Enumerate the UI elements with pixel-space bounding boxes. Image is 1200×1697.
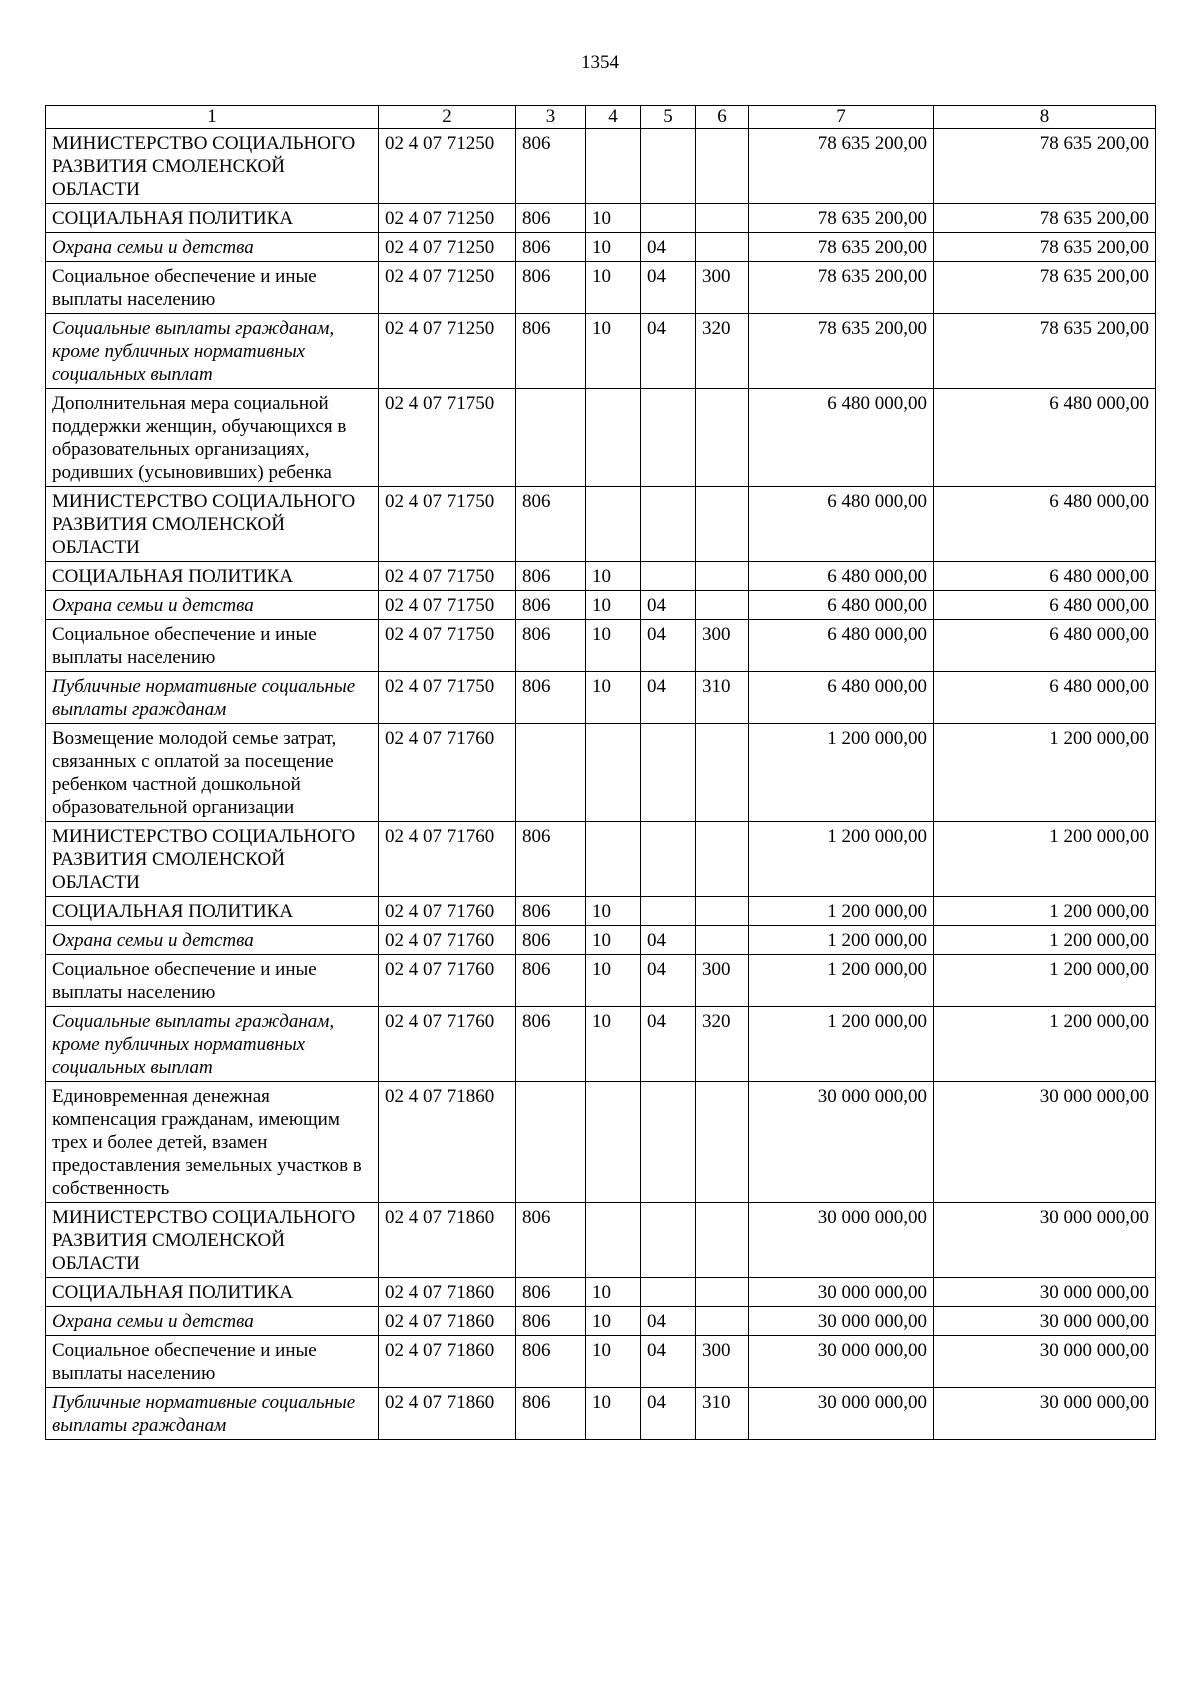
- expense-type-code: [696, 562, 749, 591]
- row-name: Охрана семьи и детства: [46, 591, 379, 620]
- section-code: 10: [586, 620, 641, 672]
- column-header: 5: [641, 106, 696, 129]
- section-code: 10: [586, 1336, 641, 1388]
- column-header: 7: [749, 106, 934, 129]
- ministry-code: 806: [516, 1278, 586, 1307]
- subsection-code: 04: [641, 955, 696, 1007]
- amount-year-1: 1 200 000,00: [749, 897, 934, 926]
- expense-type-code: [696, 822, 749, 897]
- amount-year-1: 30 000 000,00: [749, 1082, 934, 1203]
- subsection-code: [641, 1082, 696, 1203]
- ministry-code: 806: [516, 1203, 586, 1278]
- subsection-code: 04: [641, 926, 696, 955]
- amount-year-1: 30 000 000,00: [749, 1203, 934, 1278]
- row-name: Дополнительная мера социальной поддержки женщин, обучающихся в образовательных организациях, родивших (усыновивших) ребенка: [46, 389, 379, 487]
- expense-type-code: [696, 897, 749, 926]
- expense-type-code: 300: [696, 620, 749, 672]
- ministry-code: 806: [516, 262, 586, 314]
- subsection-code: [641, 389, 696, 487]
- ministry-code: 806: [516, 926, 586, 955]
- row-name: Социальные выплаты гражданам, кроме публичных нормативных социальных выплат: [46, 314, 379, 389]
- section-code: 10: [586, 233, 641, 262]
- target-article-code: 02 4 07 71860: [379, 1336, 516, 1388]
- amount-year-2: 78 635 200,00: [934, 233, 1156, 262]
- page-number: 1354: [581, 52, 619, 73]
- table-row: [46, 204, 1156, 233]
- section-code: 10: [586, 314, 641, 389]
- section-code: 10: [586, 1007, 641, 1082]
- expense-type-code: 310: [696, 1388, 749, 1440]
- table-row: [46, 487, 1156, 562]
- subsection-code: 04: [641, 1007, 696, 1082]
- amount-year-2: 78 635 200,00: [934, 262, 1156, 314]
- row-name: Социальное обеспечение и иные выплаты населению: [46, 620, 379, 672]
- amount-year-1: 78 635 200,00: [749, 262, 934, 314]
- expense-type-code: 310: [696, 672, 749, 724]
- amount-year-1: 30 000 000,00: [749, 1388, 934, 1440]
- target-article-code: 02 4 07 71750: [379, 487, 516, 562]
- section-code: 10: [586, 204, 641, 233]
- subsection-code: 04: [641, 262, 696, 314]
- row-name: Охрана семьи и детства: [46, 926, 379, 955]
- ministry-code: 806: [516, 1007, 586, 1082]
- amount-year-2: 1 200 000,00: [934, 724, 1156, 822]
- subsection-code: 04: [641, 314, 696, 389]
- budget-table: [45, 105, 1156, 1440]
- table-row: [46, 897, 1156, 926]
- ministry-code: 806: [516, 897, 586, 926]
- target-article-code: 02 4 07 71250: [379, 262, 516, 314]
- section-code: 10: [586, 1307, 641, 1336]
- amount-year-2: 78 635 200,00: [934, 204, 1156, 233]
- target-article-code: 02 4 07 71760: [379, 822, 516, 897]
- row-name: МИНИСТЕРСТВО СОЦИАЛЬНОГО РАЗВИТИЯ СМОЛЕНСКОЙ ОБЛАСТИ: [46, 822, 379, 897]
- target-article-code: 02 4 07 71760: [379, 1007, 516, 1082]
- row-name: Социальное обеспечение и иные выплаты населению: [46, 262, 379, 314]
- target-article-code: 02 4 07 71250: [379, 314, 516, 389]
- amount-year-2: 1 200 000,00: [934, 897, 1156, 926]
- section-code: [586, 724, 641, 822]
- target-article-code: 02 4 07 71250: [379, 204, 516, 233]
- expense-type-code: [696, 724, 749, 822]
- amount-year-2: 30 000 000,00: [934, 1082, 1156, 1203]
- amount-year-1: 78 635 200,00: [749, 129, 934, 204]
- amount-year-1: 6 480 000,00: [749, 389, 934, 487]
- amount-year-2: 6 480 000,00: [934, 389, 1156, 487]
- target-article-code: 02 4 07 71760: [379, 955, 516, 1007]
- ministry-code: 806: [516, 204, 586, 233]
- table-row: [46, 1388, 1156, 1440]
- table-row: [46, 562, 1156, 591]
- subsection-code: [641, 562, 696, 591]
- row-name: МИНИСТЕРСТВО СОЦИАЛЬНОГО РАЗВИТИЯ СМОЛЕНСКОЙ ОБЛАСТИ: [46, 129, 379, 204]
- amount-year-1: 30 000 000,00: [749, 1278, 934, 1307]
- amount-year-2: 6 480 000,00: [934, 672, 1156, 724]
- subsection-code: 04: [641, 1336, 696, 1388]
- target-article-code: 02 4 07 71750: [379, 620, 516, 672]
- amount-year-1: 1 200 000,00: [749, 926, 934, 955]
- expense-type-code: 320: [696, 1007, 749, 1082]
- row-name: МИНИСТЕРСТВО СОЦИАЛЬНОГО РАЗВИТИЯ СМОЛЕНСКОЙ ОБЛАСТИ: [46, 487, 379, 562]
- subsection-code: [641, 897, 696, 926]
- ministry-code: [516, 1082, 586, 1203]
- row-name: Единовременная денежная компенсация гражданам, имеющим трех и более детей, взамен предоставления земельных участков в собственность: [46, 1082, 379, 1203]
- section-code: [586, 487, 641, 562]
- subsection-code: 04: [641, 1388, 696, 1440]
- column-header: 4: [586, 106, 641, 129]
- target-article-code: 02 4 07 71760: [379, 926, 516, 955]
- table-row: [46, 1336, 1156, 1388]
- amount-year-1: 78 635 200,00: [749, 204, 934, 233]
- subsection-code: 04: [641, 620, 696, 672]
- row-name: Социальное обеспечение и иные выплаты населению: [46, 1336, 379, 1388]
- section-code: 10: [586, 672, 641, 724]
- table-row: [46, 389, 1156, 487]
- table-row: [46, 1007, 1156, 1082]
- row-name: Охрана семьи и детства: [46, 233, 379, 262]
- amount-year-1: 6 480 000,00: [749, 620, 934, 672]
- table-body: [46, 129, 1156, 1440]
- table-row: [46, 620, 1156, 672]
- table-row: [46, 724, 1156, 822]
- expense-type-code: [696, 204, 749, 233]
- expense-type-code: [696, 233, 749, 262]
- section-code: 10: [586, 955, 641, 1007]
- ministry-code: [516, 724, 586, 822]
- row-name: СОЦИАЛЬНАЯ ПОЛИТИКА: [46, 1278, 379, 1307]
- row-name: Публичные нормативные социальные выплаты гражданам: [46, 672, 379, 724]
- section-code: 10: [586, 1388, 641, 1440]
- amount-year-2: 6 480 000,00: [934, 562, 1156, 591]
- table-row: [46, 591, 1156, 620]
- amount-year-2: 6 480 000,00: [934, 487, 1156, 562]
- section-code: 10: [586, 1278, 641, 1307]
- ministry-code: 806: [516, 1388, 586, 1440]
- table-row: [46, 262, 1156, 314]
- subsection-code: 04: [641, 233, 696, 262]
- amount-year-2: 6 480 000,00: [934, 591, 1156, 620]
- amount-year-2: 1 200 000,00: [934, 1007, 1156, 1082]
- expense-type-code: 300: [696, 1336, 749, 1388]
- amount-year-2: 1 200 000,00: [934, 926, 1156, 955]
- row-name: СОЦИАЛЬНАЯ ПОЛИТИКА: [46, 562, 379, 591]
- row-name: СОЦИАЛЬНАЯ ПОЛИТИКА: [46, 897, 379, 926]
- amount-year-1: 30 000 000,00: [749, 1336, 934, 1388]
- amount-year-1: 30 000 000,00: [749, 1307, 934, 1336]
- expense-type-code: 300: [696, 955, 749, 1007]
- expense-type-code: [696, 129, 749, 204]
- amount-year-1: 1 200 000,00: [749, 1007, 934, 1082]
- table-row: [46, 822, 1156, 897]
- expense-type-code: 320: [696, 314, 749, 389]
- ministry-code: [516, 389, 586, 487]
- column-header: 3: [516, 106, 586, 129]
- row-name: Охрана семьи и детства: [46, 1307, 379, 1336]
- section-code: [586, 129, 641, 204]
- row-name: СОЦИАЛЬНАЯ ПОЛИТИКА: [46, 204, 379, 233]
- amount-year-1: 78 635 200,00: [749, 314, 934, 389]
- table-row: [46, 1203, 1156, 1278]
- subsection-code: [641, 822, 696, 897]
- expense-type-code: 300: [696, 262, 749, 314]
- expense-type-code: [696, 1307, 749, 1336]
- amount-year-1: 1 200 000,00: [749, 955, 934, 1007]
- target-article-code: 02 4 07 71860: [379, 1278, 516, 1307]
- subsection-code: 04: [641, 1307, 696, 1336]
- expense-type-code: [696, 389, 749, 487]
- column-header: 2: [379, 106, 516, 129]
- expense-type-code: [696, 1082, 749, 1203]
- section-code: 10: [586, 926, 641, 955]
- subsection-code: [641, 1203, 696, 1278]
- ministry-code: 806: [516, 129, 586, 204]
- amount-year-2: 78 635 200,00: [934, 129, 1156, 204]
- expense-type-code: [696, 1278, 749, 1307]
- amount-year-1: 6 480 000,00: [749, 591, 934, 620]
- section-code: [586, 1082, 641, 1203]
- ministry-code: 806: [516, 620, 586, 672]
- table-row: [46, 672, 1156, 724]
- ministry-code: 806: [516, 487, 586, 562]
- subsection-code: 04: [641, 672, 696, 724]
- row-name: Социальные выплаты гражданам, кроме публичных нормативных социальных выплат: [46, 1007, 379, 1082]
- amount-year-1: 1 200 000,00: [749, 724, 934, 822]
- ministry-code: 806: [516, 314, 586, 389]
- subsection-code: [641, 129, 696, 204]
- table-row: [46, 1278, 1156, 1307]
- table-row: [46, 1307, 1156, 1336]
- column-header: 1: [46, 106, 379, 129]
- row-name: МИНИСТЕРСТВО СОЦИАЛЬНОГО РАЗВИТИЯ СМОЛЕНСКОЙ ОБЛАСТИ: [46, 1203, 379, 1278]
- target-article-code: 02 4 07 71860: [379, 1082, 516, 1203]
- amount-year-1: 6 480 000,00: [749, 487, 934, 562]
- target-article-code: 02 4 07 71860: [379, 1307, 516, 1336]
- table-row: [46, 926, 1156, 955]
- target-article-code: 02 4 07 71760: [379, 897, 516, 926]
- ministry-code: 806: [516, 1336, 586, 1388]
- amount-year-2: 30 000 000,00: [934, 1203, 1156, 1278]
- section-code: 10: [586, 562, 641, 591]
- expense-type-code: [696, 487, 749, 562]
- target-article-code: 02 4 07 71860: [379, 1388, 516, 1440]
- target-article-code: 02 4 07 71250: [379, 233, 516, 262]
- amount-year-2: 30 000 000,00: [934, 1388, 1156, 1440]
- column-number-row: [46, 106, 1156, 129]
- amount-year-1: 78 635 200,00: [749, 233, 934, 262]
- ministry-code: 806: [516, 233, 586, 262]
- section-code: 10: [586, 591, 641, 620]
- ministry-code: 806: [516, 822, 586, 897]
- row-name: Возмещение молодой семье затрат, связанных с оплатой за посещение ребенком частной дошкольной образовательной организации: [46, 724, 379, 822]
- expense-type-code: [696, 1203, 749, 1278]
- ministry-code: 806: [516, 562, 586, 591]
- section-code: [586, 1203, 641, 1278]
- amount-year-1: 6 480 000,00: [749, 562, 934, 591]
- amount-year-1: 6 480 000,00: [749, 672, 934, 724]
- ministry-code: 806: [516, 591, 586, 620]
- target-article-code: 02 4 07 71750: [379, 591, 516, 620]
- amount-year-2: 6 480 000,00: [934, 620, 1156, 672]
- column-header: 8: [934, 106, 1156, 129]
- amount-year-2: 1 200 000,00: [934, 955, 1156, 1007]
- column-header: 6: [696, 106, 749, 129]
- amount-year-2: 30 000 000,00: [934, 1307, 1156, 1336]
- amount-year-1: 1 200 000,00: [749, 822, 934, 897]
- section-code: 10: [586, 262, 641, 314]
- subsection-code: [641, 1278, 696, 1307]
- subsection-code: [641, 724, 696, 822]
- ministry-code: 806: [516, 1307, 586, 1336]
- table-row: [46, 233, 1156, 262]
- target-article-code: 02 4 07 71750: [379, 672, 516, 724]
- section-code: 10: [586, 897, 641, 926]
- subsection-code: 04: [641, 591, 696, 620]
- table-row: [46, 314, 1156, 389]
- row-name: Публичные нормативные социальные выплаты гражданам: [46, 1388, 379, 1440]
- target-article-code: 02 4 07 71750: [379, 562, 516, 591]
- amount-year-2: 1 200 000,00: [934, 822, 1156, 897]
- row-name: Социальное обеспечение и иные выплаты населению: [46, 955, 379, 1007]
- target-article-code: 02 4 07 71250: [379, 129, 516, 204]
- expense-type-code: [696, 926, 749, 955]
- amount-year-2: 30 000 000,00: [934, 1278, 1156, 1307]
- target-article-code: 02 4 07 71760: [379, 724, 516, 822]
- expense-type-code: [696, 591, 749, 620]
- amount-year-2: 78 635 200,00: [934, 314, 1156, 389]
- amount-year-2: 30 000 000,00: [934, 1336, 1156, 1388]
- table-row: [46, 129, 1156, 204]
- subsection-code: [641, 487, 696, 562]
- section-code: [586, 389, 641, 487]
- ministry-code: 806: [516, 672, 586, 724]
- table-row: [46, 1082, 1156, 1203]
- subsection-code: [641, 204, 696, 233]
- target-article-code: 02 4 07 71860: [379, 1203, 516, 1278]
- target-article-code: 02 4 07 71750: [379, 389, 516, 487]
- ministry-code: 806: [516, 955, 586, 1007]
- table-row: [46, 955, 1156, 1007]
- section-code: [586, 822, 641, 897]
